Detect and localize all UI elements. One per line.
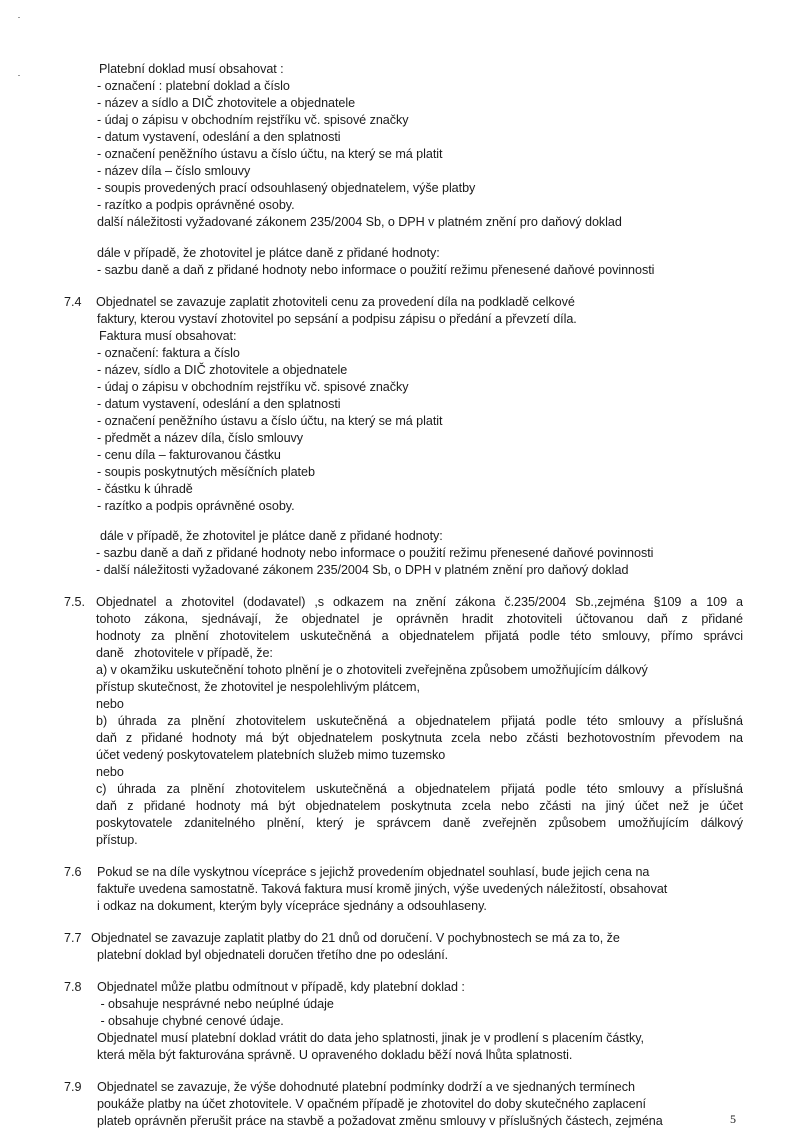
section-text-line: Objednatel a zhotovitel (dodavatel) ,s odkazem na znění zákona č.235/2004 Sb.,zejména §109 a 109 a [96, 595, 743, 609]
vat-item: - další náležitosti vyžadované zákonem 235/2004 Sb, o DPH v platném znění pro daňový doklad [96, 563, 629, 577]
section-text-line: přístup skutečnost, že zhotovitel je nespolehlivým plátcem, [96, 680, 420, 694]
section-number: 7.8 [64, 980, 82, 994]
section-text-line: plateb oprávněn přerušit práce na stavbě a požadovat změnu smlouvy v příslušných částech, zejména [97, 1114, 663, 1128]
payment-doc-item: - název a sídlo a DIČ zhotovitele a objednatele [97, 96, 356, 110]
invoice-item: - údaj o zápisu v obchodním rejstříku vč. spisové značky [97, 380, 409, 394]
section-text-line: platební doklad byl objednateli doručen třetího dne po odeslání. [97, 948, 449, 962]
section-number: 7.4 [64, 295, 82, 309]
vat-item: - sazbu daně a daň z přidané hodnoty nebo informace o použití režimu přenesené daňové povinnosti [96, 546, 654, 560]
invoice-item: - datum vystavení, odeslání a den splatnosti [97, 397, 341, 411]
section-text-line: Objednatel může platbu odmítnout v případě, kdy platební doklad : [97, 980, 465, 994]
invoice-item: - částku k úhradě [97, 482, 193, 496]
section-text-line: poukáže platby na účet zhotovitele. V opačném případě je zhotovitel do doby skutečného zaplacení [97, 1097, 646, 1111]
payment-doc-item: - označení peněžního ústavu a číslo účtu, na který se má platit [97, 147, 443, 161]
payment-doc-item: - soupis provedených prací odsouhlasený objednatelem, výše platby [97, 181, 476, 195]
section-text-line: Objednatel musí platební doklad vrátit do data jeho splatnosti, jinak je v prodlení s placením částky, [97, 1031, 645, 1045]
section-text-line: faktury, kterou vystaví zhotovitel po sepsání a podpisu zápisu o předání a převzetí díla. [97, 312, 577, 326]
section-text-line: b) úhrada za plnění zhotovitelem uskutečněná a objednatelem přijatá podle této smlouvy a příslušná [96, 714, 743, 728]
section-text-line: daň z přidané hodnoty má být objednatelem poskytnuta zcela nebo zčásti na jiný účet než je účet [96, 799, 743, 813]
section-text-line: Objednatel se zavazuje zaplatit platby do 21 dnů od doručení. V pochybnostech se má za to, že [91, 931, 620, 945]
section-text-line: účet vedený poskytovatelem platebních služeb mimo tuzemsko [96, 748, 446, 762]
section-text-line: Pokud se na díle vyskytnou vícepráce s jejichž provedením objednatel souhlasí, bude jejich cena na [97, 865, 650, 879]
payment-doc-item: - razítko a podpis oprávněné osoby. [97, 198, 295, 212]
invoice-item: - razítko a podpis oprávněné osoby. [97, 499, 295, 513]
section-text-line: Objednatel se zavazuje zaplatit zhotoviteli cenu za provedení díla na podkladě celkové [96, 295, 575, 309]
invoice-item: - název, sídlo a DIČ zhotovitele a objednatele [97, 363, 348, 377]
payment-doc-item: - údaj o zápisu v obchodním rejstříku vč. spisové značky [97, 113, 409, 127]
vat-intro: dále v případě, že zhotovitel je plátce daně z přidané hodnoty: [97, 246, 440, 260]
section-text-line: daň z přidané hodnoty má být objednatelem poskytnuta zcela nebo zčásti bezhotovostním převodem na [96, 731, 743, 745]
invoice-item: - označení: faktura a číslo [97, 346, 240, 360]
section-number: 7.5. [64, 595, 86, 609]
vat-item: - sazbu daně a daň z přidané hodnoty nebo informace o použití režimu přenesené daňové povinnosti [97, 263, 655, 277]
scan-speck [18, 75, 20, 76]
payment-doc-item: - datum vystavení, odeslání a den splatnosti [97, 130, 341, 144]
section-text-line: - obsahuje chybné cenové údaje. [97, 1014, 284, 1028]
invoice-heading: Faktura musí obsahovat: [99, 329, 237, 343]
vat-intro: dále v případě, že zhotovitel je plátce daně z přidané hodnoty: [100, 529, 443, 543]
payment-doc-item: - název díla – číslo smlouvy [97, 164, 251, 178]
section-text-line: tohoto zákona, sjednávají, že objednatel je oprávněn hradit zhotoviteli účtovanou daň z přidané [96, 612, 743, 626]
section-number: 7.7 [64, 931, 82, 945]
section-number: 7.6 [64, 865, 82, 879]
invoice-item: - cenu díla – fakturovanou částku [97, 448, 281, 462]
page-number: 5 [730, 1112, 736, 1126]
section-text-line: přístup. [96, 833, 138, 847]
section-text-line: hodnoty za plnění zhotovitelem uskutečněná a objednatelem přijatá podle této smlouvy, přímo správci [96, 629, 743, 643]
section-text-line: faktuře uvedena samostatně. Taková faktura musí kromě jiných, výše uvedených náležitostí, obsahovat [97, 882, 668, 896]
invoice-item: - soupis poskytnutých měsíčních plateb [97, 465, 315, 479]
section-text-line: daně zhotovitele v případě, že: [96, 646, 273, 660]
section-text-line: - obsahuje nesprávné nebo neúplné údaje [97, 997, 334, 1011]
invoice-item: - označení peněžního ústavu a číslo účtu, na který se má platit [97, 414, 443, 428]
section-text-line: poskytovatele zdanitelného plnění, který je správcem daně zveřejněn způsobem umožňujícím dálkový [96, 816, 743, 830]
section-text-line: c) úhrada za plnění zhotovitelem uskutečněná a objednatelem přijatá podle této smlouvy a příslušná [96, 782, 743, 796]
invoice-item: - předmět a název díla, číslo smlouvy [97, 431, 304, 445]
section-number: 7.9 [64, 1080, 82, 1094]
section-text-line: nebo [96, 765, 124, 779]
section-text-line: Objednatel se zavazuje, že výše dohodnuté platební podmínky dodrží a ve sjednaných termínech [97, 1080, 635, 1094]
section-text-line: nebo [96, 697, 124, 711]
payment-doc-item: - označení : platební doklad a číslo [97, 79, 290, 93]
payment-doc-heading: Platební doklad musí obsahovat : [99, 62, 284, 76]
payment-doc-item: další náležitosti vyžadované zákonem 235/2004 Sb, o DPH v platném znění pro daňový doklad [97, 215, 622, 229]
section-text-line: která měla být fakturována správně. U opraveného dokladu běží nová lhůta splatnosti. [97, 1048, 573, 1062]
section-text-line: a) v okamžiku uskutečnění tohoto plnění je o zhotoviteli zveřejněna způsobem umožňujícím dálkový [96, 663, 648, 677]
scan-speck [18, 17, 20, 18]
section-text-line: i odkaz na dokument, kterým byly vícepráce sjednány a odsouhlaseny. [97, 899, 487, 913]
